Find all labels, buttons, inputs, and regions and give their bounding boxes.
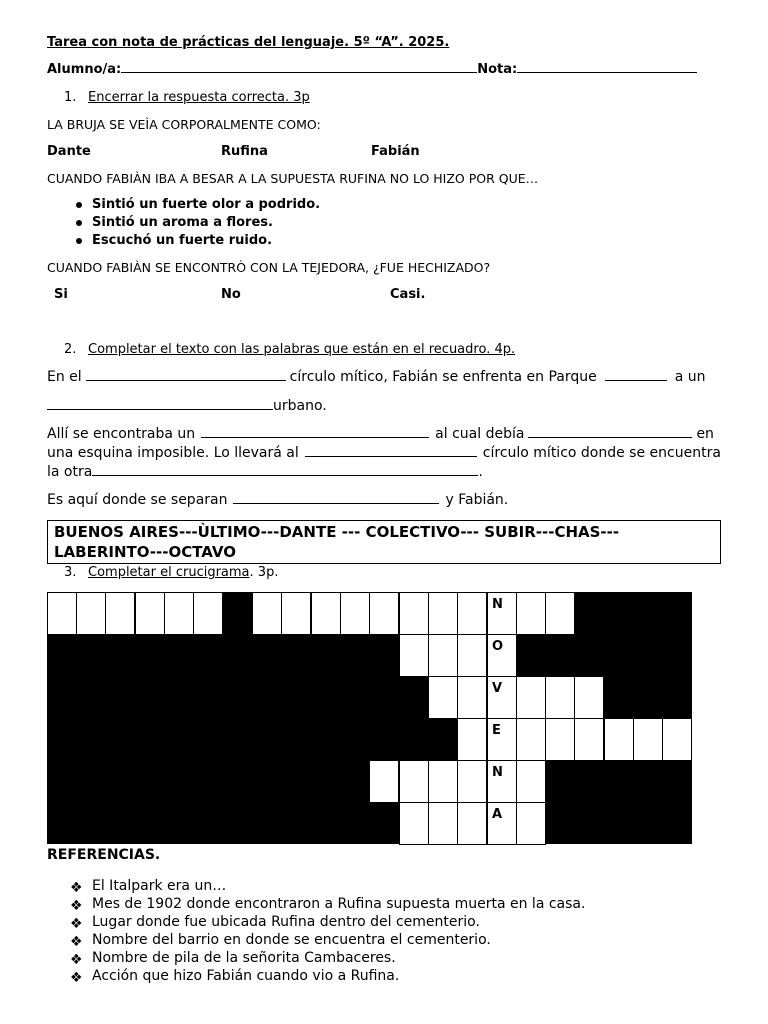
crossword-cell[interactable] — [428, 802, 458, 845]
section3-instruction: Completar el crucigrama. 3p. — [88, 565, 279, 580]
crossword-cell[interactable] — [47, 592, 77, 635]
fill-blank[interactable] — [86, 379, 286, 381]
fill-blank[interactable] — [233, 502, 439, 504]
grade-blank[interactable] — [517, 71, 697, 73]
fill-line-5: la otra . — [47, 464, 483, 480]
crossword-cell[interactable] — [399, 760, 429, 803]
crossword-cell[interactable] — [457, 676, 487, 719]
crossword-cell[interactable] — [604, 718, 634, 761]
crossword-cell[interactable] — [457, 592, 487, 635]
fill-blank[interactable] — [305, 455, 477, 457]
crossword-cell[interactable] — [76, 592, 106, 635]
diamond-bullet-icon: ❖ — [70, 952, 83, 968]
crossword-cell[interactable] — [369, 760, 399, 803]
crossword-cell[interactable] — [545, 676, 575, 719]
crossword-cell-key[interactable]: O — [487, 634, 517, 677]
crossword-cell[interactable] — [369, 592, 399, 635]
word-bank-line-1: BUENOS AIRES---ÙLTIMO---DANTE --- COLECTIVO--- SUBIR---CHAS--- — [54, 523, 620, 541]
crossword-cell[interactable] — [135, 592, 165, 635]
fill-line-2: urbano. — [47, 398, 327, 414]
crossword-cell-key[interactable]: A — [487, 802, 517, 845]
diamond-bullet-icon: ❖ — [70, 934, 83, 950]
crossword-cell[interactable] — [399, 592, 429, 635]
references-title: REFERENCIAS. — [47, 847, 161, 863]
crossword-grid — [47, 592, 692, 844]
crossword-cell[interactable] — [545, 718, 575, 761]
q1-option-fabian[interactable]: Fabián — [371, 144, 420, 159]
q3-option-si[interactable]: Si — [54, 287, 68, 302]
q2-options-list — [70, 196, 320, 250]
crossword-cell[interactable] — [340, 592, 370, 635]
bullet-icon — [76, 220, 82, 226]
fill-line-4: una esquina imposible. Lo llevará al círculo mítico donde se encuentra — [47, 445, 721, 461]
diamond-bullet-icon: ❖ — [70, 880, 83, 896]
q3-option-no[interactable]: No — [221, 287, 241, 302]
references-list — [70, 877, 585, 985]
crossword-cell[interactable] — [399, 634, 429, 677]
crossword-cell[interactable] — [516, 676, 546, 719]
crossword-cell[interactable] — [457, 634, 487, 677]
reference-item: ❖ Nombre de pila de la señorita Cambaceres. — [70, 950, 396, 968]
reference-item: ❖ Acción que hizo Fabián cuando vio a Rufina. — [70, 968, 400, 986]
crossword-cell[interactable] — [428, 592, 458, 635]
section2-number: 2. — [64, 342, 77, 357]
crossword-cell[interactable] — [662, 718, 692, 761]
crossword-cell[interactable] — [252, 592, 282, 635]
q2-option[interactable]: Sintió un aroma a flores. — [70, 214, 320, 232]
section2-instruction: Completar el texto con las palabras que están en el recuadro. 4p. — [88, 342, 516, 357]
fill-blank[interactable] — [92, 474, 478, 476]
reference-item: ❖ Lugar donde fue ubicada Rufina dentro del cementerio. — [70, 914, 480, 932]
crossword-cell-key[interactable]: V — [487, 676, 517, 719]
q2-option[interactable]: Escuchó un fuerte ruido. — [70, 232, 320, 250]
question-1: LA BRUJA SE VEÌA CORPORALMENTE COMO: — [47, 117, 321, 132]
bullet-icon — [76, 238, 82, 244]
diamond-bullet-icon: ❖ — [70, 916, 83, 932]
crossword-cell[interactable] — [164, 592, 194, 635]
crossword-cell[interactable] — [633, 718, 663, 761]
crossword-cell-key[interactable]: E — [487, 718, 517, 761]
diamond-bullet-icon: ❖ — [70, 970, 83, 986]
fill-blank[interactable] — [47, 408, 273, 410]
crossword-cell[interactable] — [428, 760, 458, 803]
q1-option-dante[interactable]: Dante — [47, 144, 91, 159]
crossword-cell-key[interactable]: N — [487, 760, 517, 803]
crossword-cell[interactable] — [281, 592, 311, 635]
grade-label: Nota: — [477, 62, 518, 77]
reference-item: ❖ Mes de 1902 donde encontraron a Rufina supuesta muerta en la casa. — [70, 896, 586, 914]
reference-item: ❖ Nombre del barrio en donde se encuentra el cementerio. — [70, 932, 491, 950]
crossword-cell[interactable] — [516, 802, 546, 845]
reference-item: ❖ El Italpark era un… — [70, 878, 227, 896]
student-name-blank[interactable] — [121, 71, 477, 73]
q1-option-rufina[interactable]: Rufina — [221, 144, 268, 159]
crossword-cell[interactable] — [516, 718, 546, 761]
student-name-line — [47, 62, 697, 77]
bullet-icon — [76, 202, 82, 208]
crossword-cell[interactable] — [516, 760, 546, 803]
crossword-cell[interactable] — [574, 718, 604, 761]
crossword-cell[interactable] — [457, 802, 487, 845]
section1-number: 1. — [64, 90, 77, 105]
question-3: CUANDO FABIÀN SE ENCONTRÒ CON LA TEJEDORA, ¿FUE HECHIZADO? — [47, 260, 491, 275]
fill-line-1: En el círculo mítico, Fabián se enfrenta en Parque a un — [47, 369, 706, 385]
crossword-cell[interactable] — [428, 634, 458, 677]
crossword-cell[interactable] — [457, 760, 487, 803]
question-2: CUANDO FABIÀN IBA A BESAR A LA SUPUESTA RUFINA NO LO HIZO POR QUE… — [47, 171, 539, 186]
crossword-cell[interactable] — [545, 592, 575, 635]
diamond-bullet-icon: ❖ — [70, 898, 83, 914]
q2-option[interactable]: Sintió un fuerte olor a podrido. — [70, 196, 320, 214]
crossword-cell[interactable] — [311, 592, 341, 635]
fill-blank[interactable] — [201, 436, 429, 438]
crossword-cell-key[interactable]: N — [487, 592, 517, 635]
crossword-cell[interactable] — [574, 676, 604, 719]
section1-instruction: Encerrar la respuesta correcta. 3p — [88, 90, 310, 105]
fill-blank[interactable] — [605, 379, 667, 381]
crossword-cell[interactable] — [516, 592, 546, 635]
crossword-cell[interactable] — [193, 592, 223, 635]
crossword-cell[interactable] — [428, 676, 458, 719]
fill-line-3: Allí se encontraba un al cual debía en — [47, 426, 714, 442]
fill-blank[interactable] — [528, 436, 692, 438]
crossword-cell[interactable] — [399, 802, 429, 845]
section3-number: 3. — [64, 565, 77, 580]
word-bank-line-2: LABERINTO---OCTAVO — [54, 543, 236, 561]
fill-line-6: Es aquí donde se separan y Fabián. — [47, 492, 509, 508]
worksheet-title: Tarea con nota de prácticas del lenguaje. 5º “A”. 2025. — [47, 35, 450, 50]
student-label: Alumno/a: — [47, 62, 122, 77]
crossword-cell[interactable] — [105, 592, 135, 635]
q3-option-casi[interactable]: Casi. — [390, 287, 426, 302]
crossword-cell[interactable] — [457, 718, 487, 761]
